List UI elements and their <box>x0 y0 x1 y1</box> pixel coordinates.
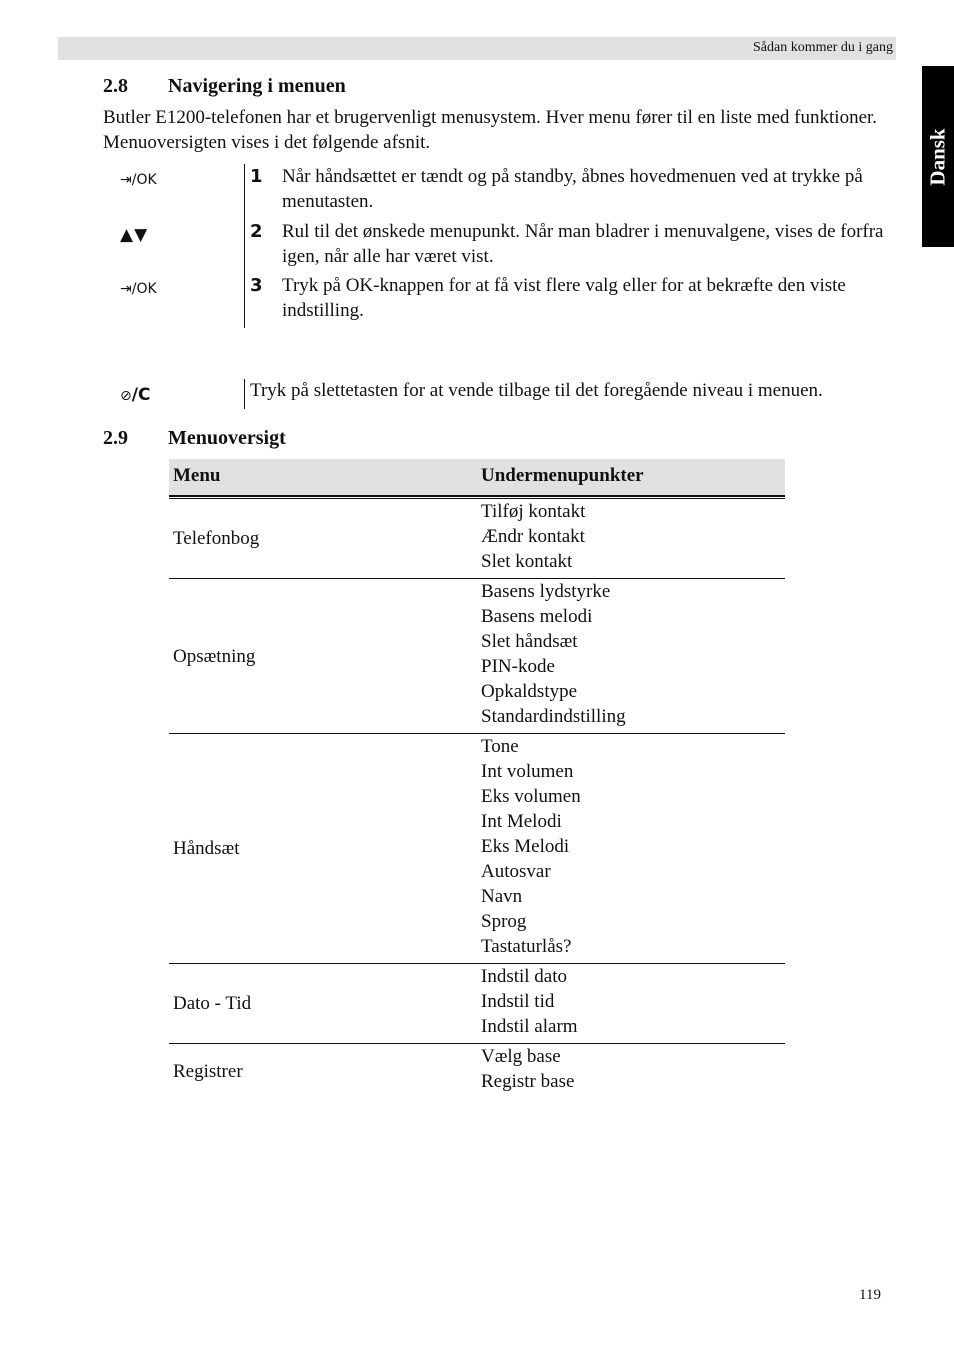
step-text: Tryk på OK-knappen for at få vist flere valg eller for at bekræfte den viste indstilling. <box>282 275 846 321</box>
submenu-item: Eks Melodi <box>481 836 570 857</box>
submenu-item: Vælg base <box>481 1046 561 1067</box>
submenu-item: Indstil alarm <box>481 1016 578 1037</box>
submenu-item: PIN-kode <box>481 656 555 677</box>
table-row <box>169 499 785 579</box>
menu-name: Opsætning <box>173 645 256 667</box>
table-header-submenu: Undermenupunkter <box>481 465 644 486</box>
menu-ok-key-icon: ⇥/OK <box>120 172 157 188</box>
menu-name: Håndsæt <box>173 838 240 859</box>
clear-key-icon: ⊘/C <box>120 385 151 405</box>
step-number: 2 <box>250 221 263 242</box>
submenu-item: Basens lydstyrke <box>481 581 611 602</box>
section-number: 2.8 <box>103 75 128 97</box>
back-navigation-note: Tryk på slettetasten for at vende tilbage til det foregående niveau i menuen. <box>250 380 823 401</box>
submenu-item: Int Melodi <box>481 811 562 832</box>
submenu-item: Autosvar <box>481 861 551 882</box>
language-side-tab-label: Dansk <box>925 127 950 186</box>
up-down-arrow-icon: ▲▼ <box>120 225 149 245</box>
menu-name: Dato - Tid <box>173 993 252 1014</box>
running-header-title: Sådan kommer du i gang <box>753 40 893 55</box>
table-header-menu: Menu <box>173 465 221 486</box>
submenu-item: Standardindstilling <box>481 706 626 727</box>
table-header-row <box>169 459 785 497</box>
menu-overview-table <box>169 459 785 1098</box>
submenu-item: Int volumen <box>481 761 574 782</box>
running-header <box>58 37 896 60</box>
submenu-item: Indstil dato <box>481 966 568 987</box>
submenu-item: Slet håndsæt <box>481 631 578 652</box>
submenu-item: Tone <box>481 736 519 757</box>
language-side-tab <box>922 66 954 247</box>
submenu-item: Registr base <box>481 1071 575 1092</box>
submenu-item: Ændr kontakt <box>481 526 585 547</box>
section-intro-paragraph: Butler E1200-telefonen har et brugervenligt menusystem. Hver menu fører til en liste med funktioner. Menuoversigten vises i det følgende afsnit. <box>103 107 878 153</box>
steps-divider-line <box>244 164 245 328</box>
section-title: Menuoversigt <box>168 427 286 449</box>
submenu-item: Basens melodi <box>481 606 593 627</box>
submenu-item: Tilføj kontakt <box>481 501 586 522</box>
step-text: Når håndsættet er tændt og på standby, åbnes hovedmenuen ved at trykke på menutasten. <box>282 166 863 212</box>
step-number: 1 <box>250 166 263 187</box>
instruction-step <box>250 219 890 269</box>
menu-ok-key-icon: ⇥/OK <box>120 281 157 297</box>
step-text: Rul til det ønskede menupunkt. Når man bladrer i menuvalgene, vises de forfra igen, når alle har været vist. <box>282 221 884 267</box>
table-row <box>169 964 785 1044</box>
table-row <box>169 1044 785 1098</box>
menu-name: Telefonbog <box>173 528 260 549</box>
step-number: 3 <box>250 275 263 296</box>
submenu-item: Sprog <box>481 911 527 932</box>
submenu-item: Slet kontakt <box>481 551 573 572</box>
table-row <box>169 734 785 964</box>
page-number: 119 <box>859 1287 881 1303</box>
note-divider-line <box>244 379 245 409</box>
submenu-item: Eks volumen <box>481 786 581 807</box>
submenu-item: Opkaldstype <box>481 681 578 702</box>
submenu-item: Tastaturlås? <box>481 936 572 957</box>
submenu-item: Indstil tid <box>481 991 555 1012</box>
table-row <box>169 579 785 734</box>
submenu-item: Navn <box>481 886 523 907</box>
instruction-step <box>250 273 890 323</box>
menu-name: Registrer <box>173 1060 243 1082</box>
section-title: Navigering i menuen <box>168 75 346 97</box>
section-number: 2.9 <box>103 427 128 449</box>
instruction-step <box>250 164 890 214</box>
